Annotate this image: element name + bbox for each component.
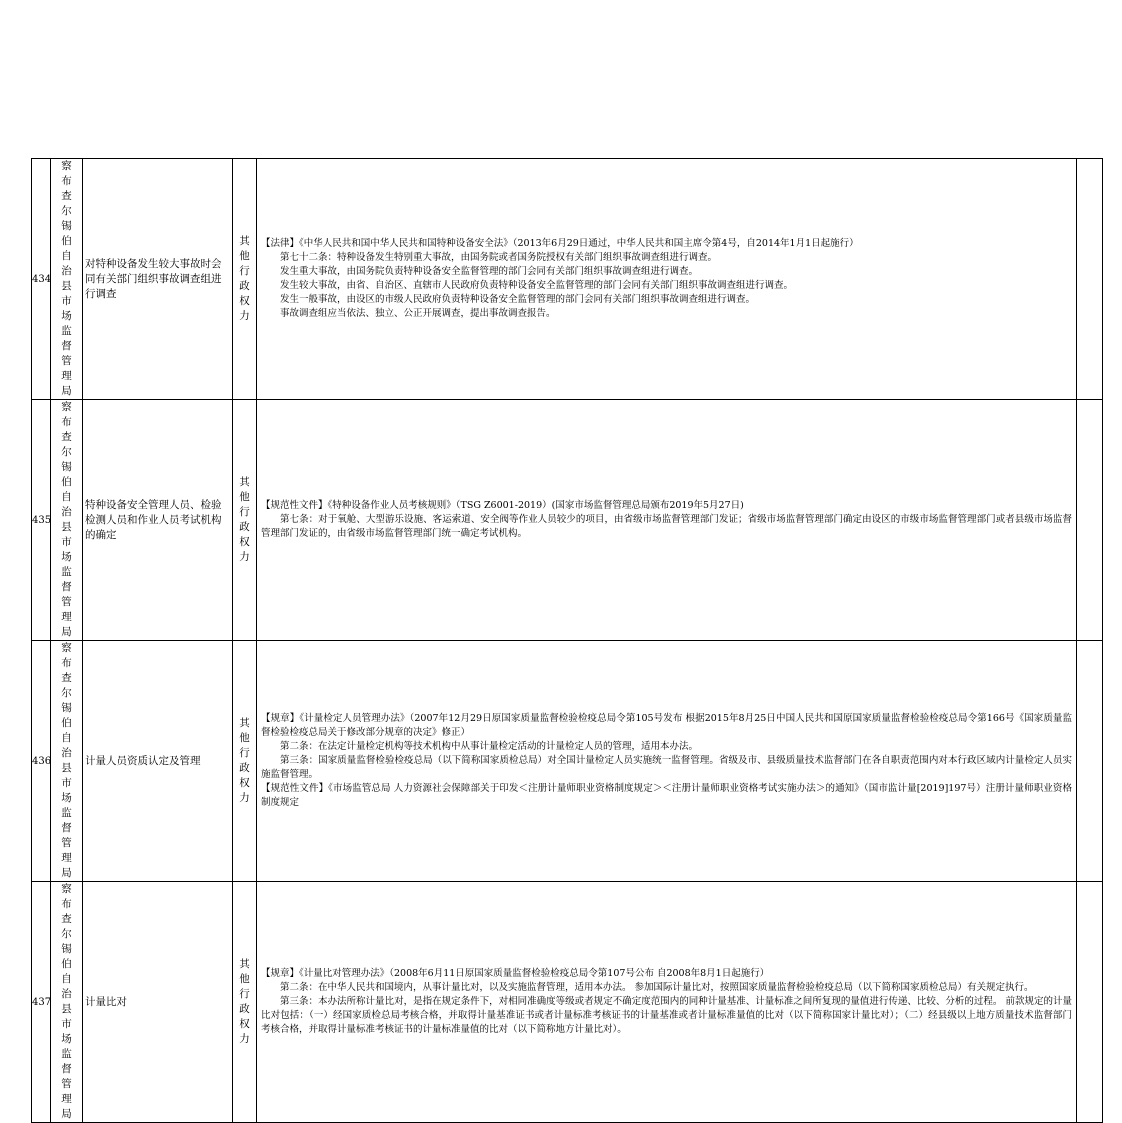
basis-paragraph: 【规章】《计量检定人员管理办法》（2007年12月29日原国家质量监督检验检疫总局令第105号发布 根据2015年8月25日中国人民共和国原国家质量监督检验检疫总局令第166号《国家质量监督检验检疫总局关于修改部分规章的决定》修正） [261, 713, 1072, 738]
department-cell: 察布查尔锡伯自治县市场监督管理局 [51, 159, 83, 400]
row-number: 435 [32, 400, 51, 641]
power-list-table [31, 158, 1103, 1123]
row-number: 434 [32, 159, 51, 400]
table-row [32, 641, 1103, 882]
remark-cell [1077, 159, 1103, 400]
basis-paragraph: 第二条：在中华人民共和国境内，从事计量比对，以及实施监督管理，适用本办法。 参加国际计量比对，按照国家质量监督检验检疫总局（以下简称国家质检总局）有关规定执行。 [280, 982, 1034, 993]
category-cell: 其他行政权力 [233, 882, 257, 1123]
item-name-cell: 计量人员资质认定及管理 [83, 641, 233, 882]
department-cell: 察布查尔锡伯自治县市场监督管理局 [51, 400, 83, 641]
remark-cell [1077, 882, 1103, 1123]
basis-paragraph: 发生较大事故，由省、自治区、直辖市人民政府负责特种设备安全监督管理的部门会同有关部门组织事故调查组进行调查。 [280, 280, 794, 291]
category-cell: 其他行政权力 [233, 400, 257, 641]
basis-paragraph: 第二条：在法定计量检定机构等技术机构中从事计量检定活动的计量检定人员的管理，适用本办法。 [280, 741, 699, 752]
legal-basis-cell [257, 400, 1077, 641]
item-name-cell: 计量比对 [83, 882, 233, 1123]
item-name-cell: 对特种设备发生较大事故时会同有关部门组织事故调查组进行调查 [83, 159, 233, 400]
basis-paragraph: 事故调查组应当依法、独立、公正开展调查，提出事故调查报告。 [280, 308, 556, 319]
table-row [32, 882, 1103, 1123]
row-number: 437 [32, 882, 51, 1123]
basis-paragraph: 第三条：本办法所称计量比对，是指在规定条件下，对相同准确度等级或者规定不确定度范围内的同种计量基准、计量标准之间所复现的量值进行传递、比较、分析的过程。 前款规定的计量比对包括：（一）经国家质检总局考核合格，并取得计量基准证书或者计量标准考核证书的计量基准或者计量标准量值的比对（以下简称国家计量比对）；（二）经县级以上地方质量技术监督部门考核合格，并取得计量标准考核证书的计量标准量值的比对（以下简称地方计量比对）。 [261, 996, 1072, 1035]
legal-basis-cell [257, 159, 1077, 400]
legal-basis-cell [257, 882, 1077, 1123]
basis-paragraph: 发生重大事故，由国务院负责特种设备安全监督管理的部门会同有关部门组织事故调查组进行调查。 [280, 266, 699, 277]
basis-paragraph: 【规章】《计量比对管理办法》（2008年6月11日原国家质量监督检验检疫总局令第107号公布 自2008年8月1日起施行） [261, 968, 770, 979]
legal-basis-cell [257, 641, 1077, 882]
basis-paragraph: 【规范性文件】《市场监管总局 人力资源社会保障部关于印发＜注册计量师职业资格制度规定＞＜注册计量师职业资格考试实施办法＞的通知》（国市监计量[2019]197号）注册计量师职业资格制度规定 [261, 783, 1072, 808]
basis-paragraph: 第三条：国家质量监督检验检疫总局（以下简称国家质检总局）对全国计量检定人员实施统一监督管理。省级及市、县级质量技术监督部门在各自职责范围内对本行政区域内计量检定人员实施监督管理。 [261, 755, 1072, 780]
basis-paragraph: 【法律】《中华人民共和国中华人民共和国特种设备安全法》（2013年6月29日通过，中华人民共和国主席令第4号，自2014年1月1日起施行） [261, 238, 859, 249]
category-cell: 其他行政权力 [233, 159, 257, 400]
row-number: 436 [32, 641, 51, 882]
basis-paragraph: 发生一般事故，由设区的市级人民政府负责特种设备安全监督管理的部门会同有关部门组织事故调查组进行调查。 [280, 294, 756, 305]
basis-paragraph: 第七十二条：特种设备发生特别重大事故，由国务院或者国务院授权有关部门组织事故调查组进行调查。 [280, 252, 718, 263]
category-cell: 其他行政权力 [233, 641, 257, 882]
department-cell: 察布查尔锡伯自治县市场监督管理局 [51, 882, 83, 1123]
remark-cell [1077, 400, 1103, 641]
table-row [32, 159, 1103, 400]
basis-paragraph: 【规范性文件】《特种设备作业人员考核规则》（TSG Z6001-2019）(国家市场监督管理总局颁布2019年5月27日) [261, 500, 744, 511]
remark-cell [1077, 641, 1103, 882]
table-row [32, 400, 1103, 641]
item-name-cell: 特种设备安全管理人员、检验检测人员和作业人员考试机构的确定 [83, 400, 233, 641]
department-cell: 察布查尔锡伯自治县市场监督管理局 [51, 641, 83, 882]
basis-paragraph: 第七条：对于氧舱、大型游乐设施、客运索道、安全阀等作业人员较少的项目，由省级市场监督管理部门发证；省级市场监督管理部门确定由设区的市级市场监督管理部门或者县级市场监督管理部门发证的，由省级市场监督管理部门统一确定考试机构。 [261, 514, 1072, 539]
